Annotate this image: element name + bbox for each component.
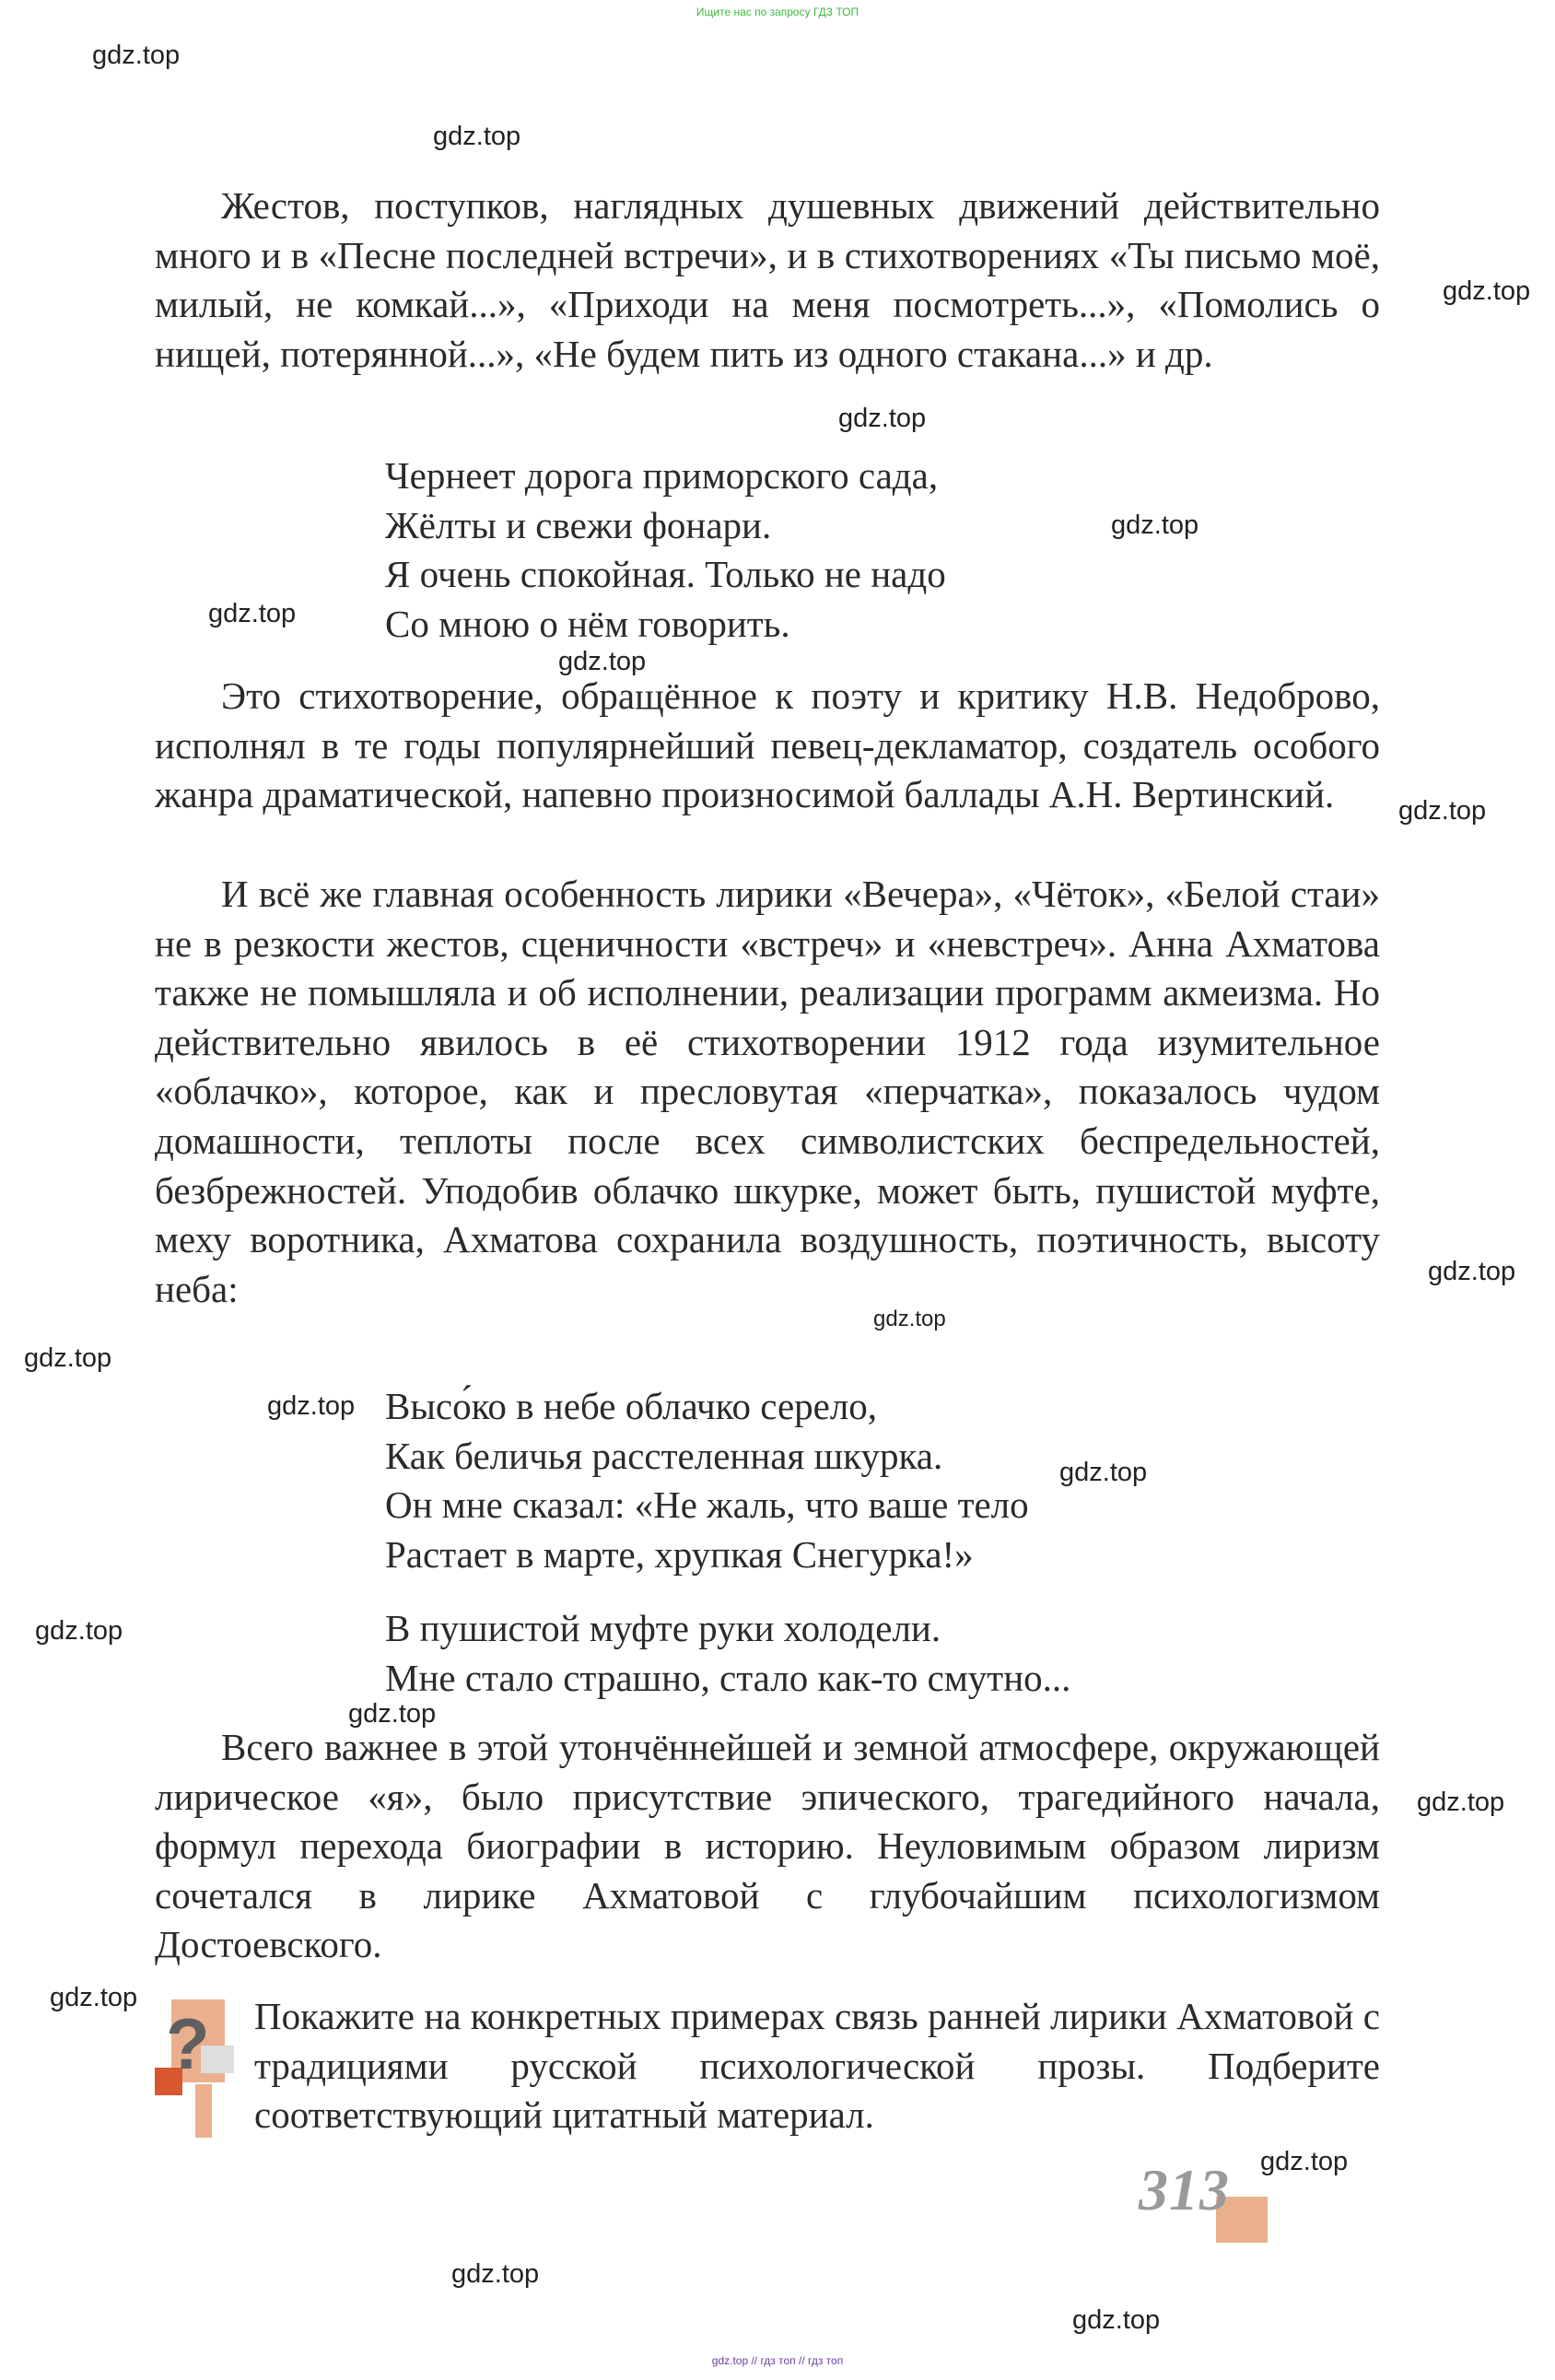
paragraph: Жестов, поступков, наглядных душевных движений действительно много и в «Песне последней встречи», и в стихотворениях «Ты письмо моё, милый, не комкай...», «Приходи на меня посмотреть...», «Помолись о нищей, потерянной...», «Не будем пить из одного стакана...» и др. bbox=[155, 184, 1380, 375]
poem-line: Жёлты и свежи фонари. bbox=[385, 503, 772, 546]
watermark: gdz.top bbox=[24, 1343, 112, 1373]
poem-line: Он мне сказал: «Не жаль, что ваше тело bbox=[385, 1483, 1029, 1527]
poem-line: В пушистой муфте руки холодели. bbox=[385, 1607, 941, 1649]
task-text: Покажите на конкретных примерах связь ранней лирики Ахматовой с традициями русской психологической прозы. Подберите соответствующий цитатный материал. bbox=[254, 1995, 1380, 2137]
watermark: gdz.top bbox=[433, 122, 521, 151]
paragraph: Это стихотворение, обращённое к поэту и критику Н.В. Недоброво, исполнял в те годы популярнейший певец-декламатор, создатель особого жанра драматической, напевно произносимой баллады А.Н. Вертинский. bbox=[155, 674, 1380, 816]
watermark: gdz.top bbox=[1417, 1788, 1505, 1817]
poem-line: Как беличья расстеленная шкурка. bbox=[385, 1434, 943, 1477]
watermark: gdz.top bbox=[1443, 276, 1531, 306]
watermark: gdz.top bbox=[267, 1391, 356, 1421]
paragraph: И всё же главная особенность лирики «Вечера», «Чёток», «Белой стаи» не в резкости жестов, сценичности «встреч» и «невстреч». Анна Ахматова также не помышляла и об исполнении, реализации программ акмеизма. Но действительно явилось в её стихотворении 1912 года изумительное «облачко», которое, как и пресловутая «перчатка», показалось чудом домашности, теплоты после всех символистских беспредельностей, безбрежностей. Уподобив облачко шкурке, может быть, пушистой муфте, меху воротника, Ахматова сохранила воздушность, поэтичность, высоту неба: bbox=[155, 873, 1380, 1310]
poem-line: Я очень спокойная. Только не надо bbox=[385, 553, 946, 596]
poem-line: Высо́ко в небе облачко серело, bbox=[385, 1385, 878, 1427]
poem-line: Мне стало страшно, стало как-то смутно... bbox=[385, 1656, 1071, 1699]
watermark: gdz.top bbox=[558, 647, 647, 676]
poem-stanza bbox=[385, 1382, 1029, 1579]
watermark: gdz.top bbox=[348, 1699, 437, 1729]
watermark: gdz.top bbox=[1111, 510, 1199, 540]
watermark: gdz.top bbox=[873, 1307, 946, 1331]
watermark: gdz.top bbox=[838, 404, 927, 433]
question-icon: ? bbox=[155, 1999, 238, 2138]
poem-stanza bbox=[385, 1604, 1070, 1703]
watermark: gdz.top bbox=[451, 2259, 540, 2289]
watermark: gdz.top bbox=[1059, 1458, 1148, 1487]
footer-note: gdz.top // гдз топ // гдз топ bbox=[711, 2354, 844, 2367]
watermark: gdz.top bbox=[92, 41, 181, 70]
poem-line: Чернеет дорога приморского сада, bbox=[385, 454, 939, 497]
poem-stanza bbox=[385, 451, 946, 649]
watermark: gdz.top bbox=[50, 1983, 138, 2012]
watermark: gdz.top bbox=[1072, 2305, 1161, 2335]
watermark: gdz.top bbox=[35, 1616, 123, 1646]
watermark: gdz.top bbox=[1398, 796, 1487, 826]
watermark: gdz.top bbox=[1428, 1257, 1516, 1286]
watermark: gdz.top bbox=[1260, 2147, 1349, 2176]
page-number: 313 bbox=[1139, 2157, 1230, 2222]
paragraph: Всего важнее в этой утончённейшей и земной атмосфере, окружающей лирическое «я», было присутствие эпического, трагедийного начала, формул перехода биографии в историю. Неуловимым образом лиризм сочетался в лирике Ахматовой с глубочайшим психологизмом Достоевского. bbox=[155, 1726, 1380, 1966]
poem-line: Растает в марте, хрупкая Снегурка!» bbox=[385, 1532, 974, 1576]
header-note: Ищите нас по запросу ГДЗ ТОП bbox=[696, 6, 859, 18]
poem-line: Со мною о нём говорить. bbox=[385, 602, 790, 645]
watermark: gdz.top bbox=[208, 599, 297, 628]
